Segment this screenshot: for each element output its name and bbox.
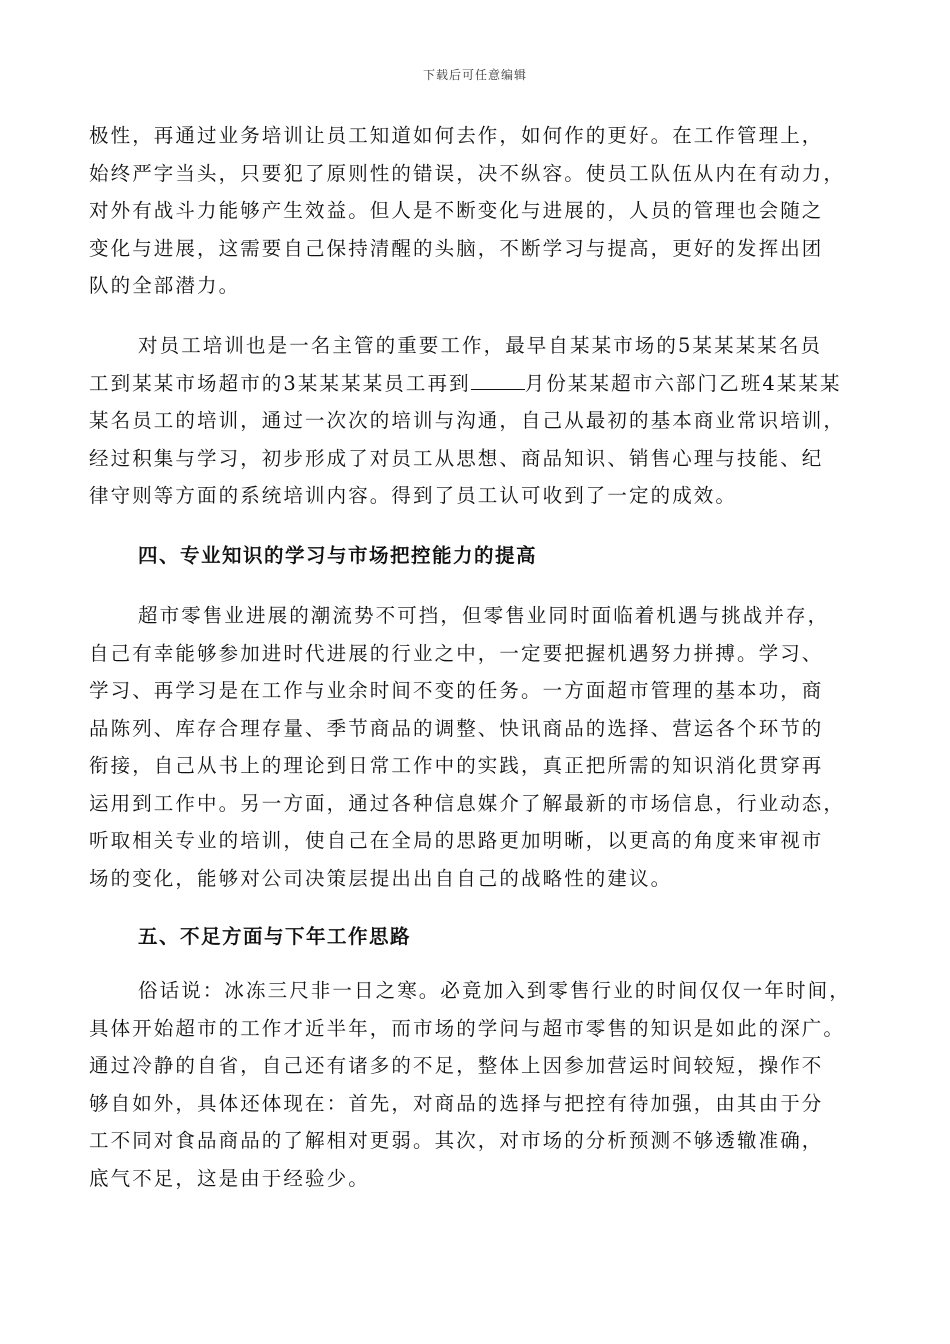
paragraph-professional-learning (89, 597, 859, 897)
text-segment: 月份某某超市六部门乙班4某某某 (524, 371, 842, 395)
text-line: 律守则等方面的系统培训内容。得到了员工认可收到了一定的成效。 (89, 484, 738, 507)
paragraph-shortcomings (89, 972, 859, 1197)
text-line: 对员工培训也是一名主管的重要工作，最早自某某市场的5某某某某名员 (138, 334, 823, 357)
text-line: 始终严字当头，只要犯了原则性的错误，决不纵容。使员工队伍从内在有动力， (89, 161, 846, 185)
section-heading-5: 五、不足方面与下年工作思路 (138, 925, 412, 948)
text-line: 衔接，自己从书上的理论到日常工作中的实践，真正把所需的知识消化贯穿再 (89, 754, 824, 777)
paragraph-team-management (89, 117, 859, 305)
text-line: 具体开始超市的工作才近半年，而市场的学问与超市零售的知识是如此的深广。 (89, 1016, 846, 1040)
text-line: 运用到工作中。另一方面，通过各种信息媒介了解最新的市场信息，行业动态， (89, 791, 846, 815)
fill-in-blank (471, 369, 525, 390)
text-line (89, 365, 859, 403)
text-segment: 工到某某市场超市的3某某某某员工再到 (89, 371, 471, 395)
page-header-note: 下载后可任意编辑 (422, 68, 527, 82)
text-line: 品陈列、库存合理存量、季节商品的调整、快讯商品的选择、营运各个环节的 (89, 716, 824, 740)
text-line: 工不同对食品商品的了解相对更弱。其次，对市场的分析预测不够透辙准确， (89, 1129, 824, 1152)
text-line: 俗话说：冰冻三尺非一日之寒。必竟加入到零售行业的时间仅仅一年时间， (138, 979, 851, 1002)
text-line: 通过冷静的自省，自己还有诸多的不足，整体上因参加营运时间较短，操作不 (89, 1054, 824, 1077)
text-line: 学习、再学习是在工作与业余时间不变的任务。一方面超市管理的基本功，商 (89, 679, 824, 702)
text-line: 场的变化，能够对公司决策层提出出自自己的战略性的建议。 (89, 866, 673, 890)
text-line: 某名员工的培训，通过一次次的培训与沟通，自己从最初的基本商业常识培训， (89, 409, 846, 432)
text-line: 对外有战斗力能够产生效益。但人是不断变化与进展的，人员的管理也会随之 (89, 199, 824, 222)
text-line: 队的全部潜力。 (89, 274, 241, 297)
paragraph-staff-training (89, 327, 859, 515)
text-line: 听取相关专业的培训，使自己在全局的思路更加明晰，以更高的角度来审视市 (89, 829, 824, 852)
text-line: 够自如外，具体还体现在：首先，对商品的选择与把控有待加强，由其由于分 (89, 1091, 824, 1115)
text-line: 自己有幸能够参加进时代进展的行业之中，一定要把握机遇努力拼搏。学习、 (89, 641, 824, 665)
text-line: 经过积集与学习，初步形成了对员工从思想、商品知识、销售心理与技能、纪 (89, 446, 824, 470)
text-line: 底气不足，这是由于经验少。 (89, 1166, 370, 1190)
text-line: 变化与进展，这需要自己保持清醒的头脑，不断学习与提高，更好的发挥出团 (89, 236, 824, 260)
text-line: 超市零售业进展的潮流势不可挡，但零售业同时面临着机遇与挑战并存， (138, 604, 830, 627)
text-line: 极性，再通过业务培训让员工知道如何去作，如何作的更好。在工作管理上， (89, 124, 824, 147)
section-heading-4: 四、专业知识的学习与市场把控能力的提高 (138, 544, 538, 567)
